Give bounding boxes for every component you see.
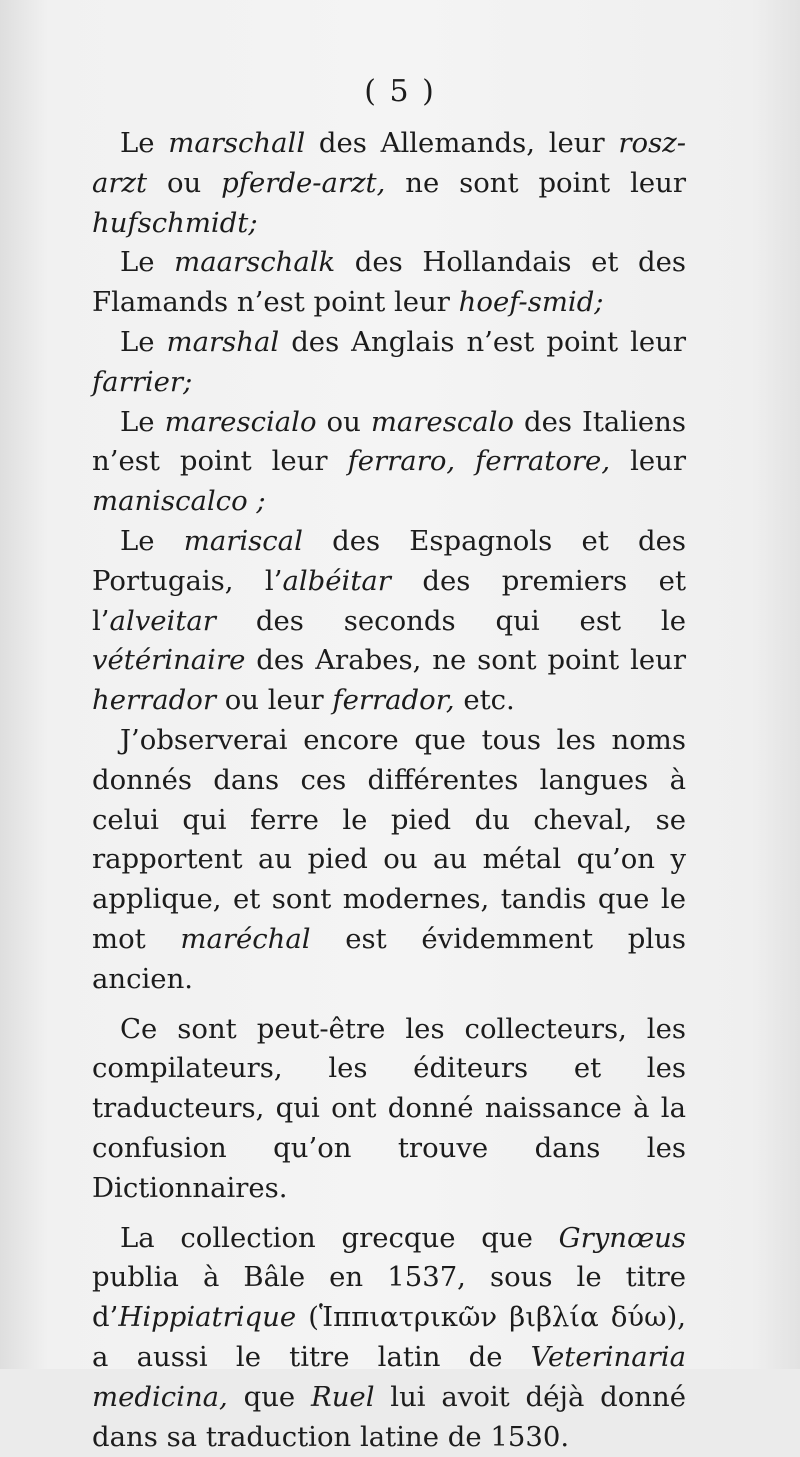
text-run: ou bbox=[147, 166, 222, 199]
paragraph-p1 bbox=[92, 124, 686, 243]
italic-term: ferraro, ferratore, bbox=[347, 445, 611, 478]
text-run: ou bbox=[316, 405, 371, 438]
italic-term: hoef-smid; bbox=[458, 286, 604, 319]
text-run: des Arabes, ne sont point leur bbox=[245, 644, 686, 677]
text-run: (Ἱππιατρικῶν βιβλία δύω), a aussi le titre latin de bbox=[92, 1301, 686, 1373]
text-run: J’observerai encore que tous les noms donnés dans ces différentes langues à celui qui ferre le pied du cheval, se rapportent au pied ou au métal qu’on y applique, et sont modernes, tandis que le mot bbox=[92, 723, 686, 955]
text-run: etc. bbox=[454, 684, 515, 717]
italic-term: ferrador, bbox=[332, 684, 455, 717]
italic-term: marescalo bbox=[370, 405, 514, 438]
italic-term: maniscalco ; bbox=[92, 485, 266, 518]
text-run: La collection grecque que bbox=[120, 1221, 559, 1254]
italic-term: herrador bbox=[92, 684, 216, 717]
italic-term: pferde-arzt, bbox=[221, 166, 386, 199]
text-run: des seconds qui est le bbox=[215, 604, 686, 637]
text-run: des Espagnols et des Portugais, l’ bbox=[92, 524, 686, 597]
italic-term: Grynœus bbox=[558, 1221, 686, 1254]
text-run: Le bbox=[120, 246, 175, 279]
paragraph-p7 bbox=[92, 1010, 686, 1209]
italic-term: rosz-arzt bbox=[92, 127, 686, 199]
italic-term: Veterinaria medicina, bbox=[92, 1340, 686, 1413]
italic-term: marshal bbox=[166, 325, 280, 358]
text-run: publia à Bâle en 1537, sous le titre d’ bbox=[92, 1261, 686, 1334]
italic-term: marschall bbox=[168, 127, 306, 159]
text-run: Le bbox=[120, 127, 169, 159]
text-run: ou leur bbox=[215, 684, 333, 717]
italic-term: alveitar bbox=[109, 604, 216, 637]
text-run: des premiers et l’ bbox=[92, 564, 686, 637]
text-run: des Allemands, leur bbox=[305, 127, 619, 159]
text-run: des Italiens n’est point leur bbox=[92, 405, 686, 478]
italic-term: maréchal bbox=[180, 922, 311, 955]
paragraph-p4 bbox=[92, 403, 686, 522]
paragraph-p5 bbox=[92, 522, 686, 721]
text-run: lui avoit déjà donné dans sa traduction latine de 1530. bbox=[92, 1380, 686, 1453]
text-run: est évidemment plus ancien. bbox=[92, 922, 686, 995]
italic-term: farrier; bbox=[92, 365, 193, 398]
paragraph-p8 bbox=[92, 1219, 686, 1457]
text-run: des Hollandais et des Flamands n’est point leur bbox=[92, 246, 686, 319]
italic-term: Hippiatrique bbox=[118, 1301, 297, 1334]
italic-term: Ruel bbox=[311, 1380, 375, 1413]
paragraph-p3 bbox=[92, 323, 686, 403]
text-run: des Anglais n’est point leur bbox=[279, 325, 686, 358]
text-run: Ce sont peut-être les collecteurs, les compilateurs, les éditeurs et les traducteurs, qui ont donné naissance à la confusion qu’on trouve dans les Dictionnaires. bbox=[92, 1012, 686, 1204]
italic-term: vétérinaire bbox=[92, 644, 246, 677]
italic-term: mariscal bbox=[183, 524, 303, 557]
text-run: que bbox=[227, 1380, 311, 1413]
italic-term: albéitar bbox=[282, 564, 391, 597]
text-run: Le bbox=[120, 405, 165, 438]
page-number: ( 5 ) bbox=[364, 74, 436, 109]
italic-term: hufschmidt; bbox=[92, 206, 258, 239]
italic-term: marescialo bbox=[164, 405, 317, 438]
paragraph-p2 bbox=[92, 243, 686, 323]
text-run: Le bbox=[120, 325, 167, 358]
text-run: leur bbox=[610, 445, 686, 478]
italic-term: maarschalk bbox=[174, 246, 336, 279]
text-run: Le bbox=[120, 524, 184, 557]
text-run: ne sont point leur bbox=[385, 166, 686, 199]
paragraph-p6 bbox=[92, 721, 686, 1000]
body-text bbox=[92, 124, 686, 1457]
